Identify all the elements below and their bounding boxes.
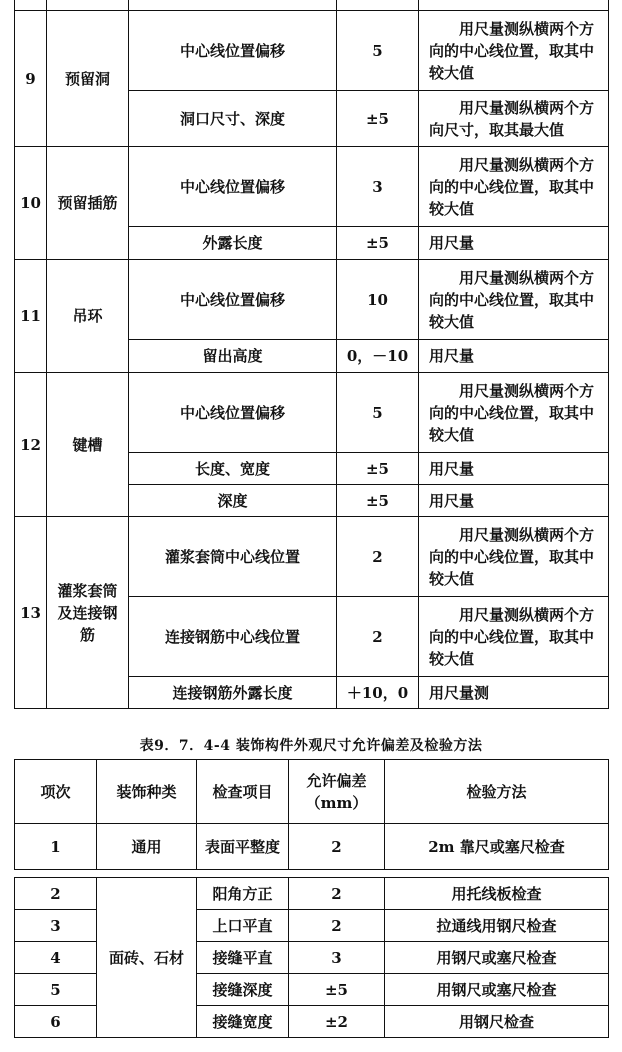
inspection-method: 用钢尺或塞尺检查 xyxy=(385,974,609,1006)
tolerance-value: 2 xyxy=(289,878,385,910)
table-row xyxy=(15,260,609,340)
inspection-method: 用尺量 xyxy=(419,227,609,260)
inspection-method: 用尺量测纵横两个方向尺寸，取其最大值 xyxy=(419,91,609,147)
item-name: 键槽 xyxy=(47,373,129,517)
check-item: 中心线位置偏移 xyxy=(129,260,337,340)
item-number: 6 xyxy=(15,1006,97,1038)
tolerance-table-continued xyxy=(14,0,609,709)
decoration-kind: 通用 xyxy=(97,824,197,870)
tolerance-value: ±5 xyxy=(337,227,419,260)
item-number: 11 xyxy=(15,260,47,373)
item-name: 灌浆套筒及连接钢筋 xyxy=(47,517,129,709)
inspection-method: 用尺量测纵横两个方向的中心线位置，取其中较大值 xyxy=(419,11,609,91)
tolerance-value: 2 xyxy=(337,597,419,677)
check-item: 连接钢筋中心线位置 xyxy=(129,597,337,677)
item-name: 预留插筋 xyxy=(47,147,129,260)
inspection-method: 用钢尺检查 xyxy=(385,1006,609,1038)
check-item: 接缝宽度 xyxy=(197,1006,289,1038)
table-caption: 表9．7．4-4 装饰构件外观尺寸允许偏差及检验方法 xyxy=(139,738,483,754)
check-item: 中心线位置偏移 xyxy=(129,11,337,91)
check-item: 阳角方正 xyxy=(197,878,289,910)
item-number: 1 xyxy=(15,824,97,870)
check-item: 表面平整度 xyxy=(197,824,289,870)
tolerance-value: 3 xyxy=(337,147,419,227)
tolerance-value: 5 xyxy=(337,373,419,453)
table-row xyxy=(15,147,609,227)
check-item: 接缝深度 xyxy=(197,974,289,1006)
tolerance-value: ±5 xyxy=(337,453,419,485)
header-check: 检查项目 xyxy=(197,760,289,824)
decoration-tolerance-table-body xyxy=(14,877,609,1038)
tolerance-value: ±5 xyxy=(337,485,419,517)
item-number: 12 xyxy=(15,373,47,517)
decoration-tolerance-table-head xyxy=(14,759,609,870)
item-number: 9 xyxy=(15,11,47,147)
check-item: 留出高度 xyxy=(129,340,337,373)
inspection-method: 2m 靠尺或塞尺检查 xyxy=(385,824,609,870)
inspection-method: 用尺量测 xyxy=(419,677,609,709)
inspection-method: 用托线板检查 xyxy=(385,878,609,910)
tolerance-value: ±5 xyxy=(337,91,419,147)
header-no: 项次 xyxy=(15,760,97,824)
table-row xyxy=(15,824,609,870)
inspection-method: 拉通线用钢尺检查 xyxy=(385,910,609,942)
inspection-method: 用钢尺或塞尺检查 xyxy=(385,942,609,974)
check-item: 接缝平直 xyxy=(197,942,289,974)
check-item: 长度、宽度 xyxy=(129,453,337,485)
tolerance-value: 2 xyxy=(289,910,385,942)
table-row xyxy=(15,878,609,910)
tolerance-value: 0，－10 xyxy=(337,340,419,373)
item-number: 10 xyxy=(15,147,47,260)
item-number: 4 xyxy=(15,942,97,974)
inspection-method: 用尺量测纵横两个方向的中心线位置，取其中较大值 xyxy=(419,260,609,340)
header-method: 检验方法 xyxy=(385,760,609,824)
inspection-method: 用尺量测纵横两个方向的中心线位置，取其中较大值 xyxy=(419,597,609,677)
check-item: 灌浆套筒中心线位置 xyxy=(129,517,337,597)
item-name: 吊环 xyxy=(47,260,129,373)
table-row xyxy=(15,11,609,91)
check-item: 洞口尺寸、深度 xyxy=(129,91,337,147)
inspection-method: 用尺量 xyxy=(419,485,609,517)
inspection-method: 用尺量测纵横两个方向的中心线位置，取其中较大值 xyxy=(419,517,609,597)
item-number: 2 xyxy=(15,878,97,910)
item-number: 5 xyxy=(15,974,97,1006)
check-item: 上口平直 xyxy=(197,910,289,942)
tolerance-value: 3 xyxy=(289,942,385,974)
tolerance-value: ＋10，0 xyxy=(337,677,419,709)
inspection-method: 用尺量 xyxy=(419,340,609,373)
header-tolerance: 允许偏差（mm） xyxy=(289,760,385,824)
check-item: 外露长度 xyxy=(129,227,337,260)
tolerance-value: 2 xyxy=(289,824,385,870)
tolerance-value: 2 xyxy=(337,517,419,597)
check-item: 连接钢筋外露长度 xyxy=(129,677,337,709)
check-item: 中心线位置偏移 xyxy=(129,373,337,453)
tolerance-value: ±2 xyxy=(289,1006,385,1038)
header-kind: 装饰种类 xyxy=(97,760,197,824)
check-item: 中心线位置偏移 xyxy=(129,147,337,227)
item-number: 13 xyxy=(15,517,47,709)
decoration-kind: 面砖、石材 xyxy=(97,878,197,1038)
check-item: 深度 xyxy=(129,485,337,517)
tolerance-value: ±5 xyxy=(289,974,385,1006)
inspection-method: 用尺量 xyxy=(419,453,609,485)
item-number: 3 xyxy=(15,910,97,942)
table-header-row xyxy=(15,760,609,824)
inspection-method: 用尺量测纵横两个方向的中心线位置，取其中较大值 xyxy=(419,373,609,453)
table-row xyxy=(15,373,609,453)
table-row xyxy=(15,517,609,597)
tolerance-value: 10 xyxy=(337,260,419,340)
table-row xyxy=(15,0,609,11)
item-name: 预留洞 xyxy=(47,11,129,147)
tolerance-value: 5 xyxy=(337,11,419,91)
inspection-method: 用尺量测纵横两个方向的中心线位置，取其中较大值 xyxy=(419,147,609,227)
